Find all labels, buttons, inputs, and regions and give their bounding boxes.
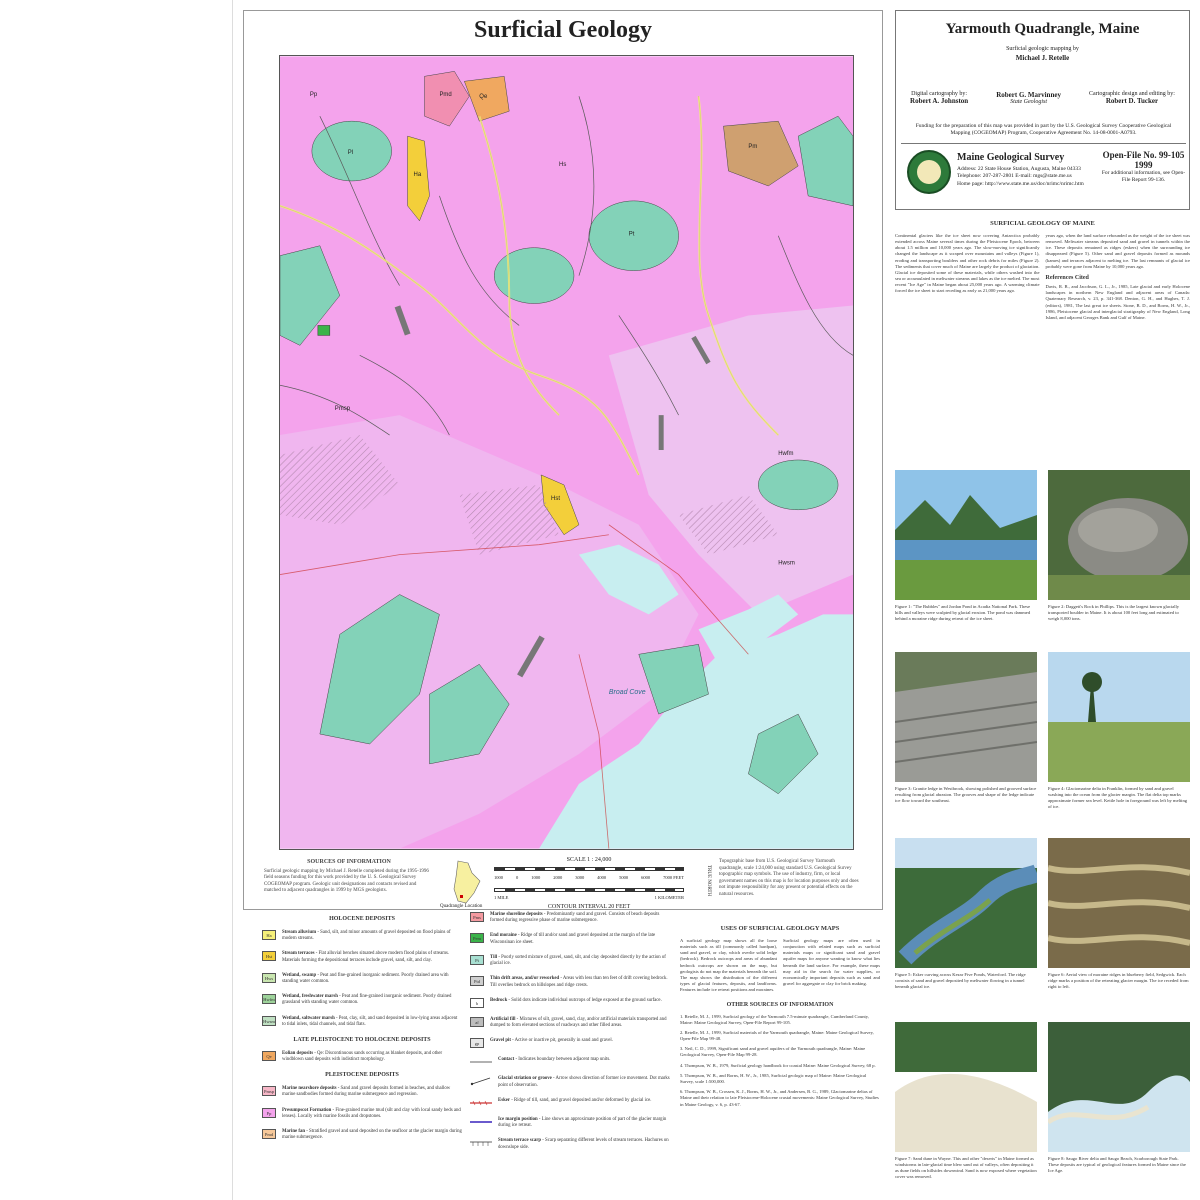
- legend-item: [470, 998, 670, 1008]
- quadrangle-location-label: Quadrangle Location: [440, 904, 483, 909]
- map-unit-label: Pmd: [439, 92, 452, 99]
- caption-figure-2: Figure 2: Daggett's Rock in Phillips. This is the largest known glacially transported boulder in Maine. It is about 100 feet long and estimated to weigh 8,000 tons.: [1048, 604, 1180, 621]
- legend-swatch: Pem: [470, 933, 484, 943]
- north-arrow: TRUE NORTH: [706, 865, 711, 897]
- photo-figure-6: [1048, 838, 1190, 968]
- till-patch: [494, 248, 574, 304]
- scale-title: SCALE 1 : 24,000: [566, 857, 612, 863]
- photo-figure-7: [895, 1022, 1037, 1152]
- survey-name: Maine Geological Survey: [957, 152, 1065, 163]
- legend-symbol-description: Glacial striation or groove - Arrow shows direction of former ice movement. Dot marks point of observation.: [498, 1076, 670, 1088]
- text-column-2: years ago, when the land surface rebounded as the weight of the ice sheet was removed. Meltwater streams deposited sand and gravel in tunnels within the ice. These deposits remained as ridges (eskers) when the surrounding ice disappeared (Figure 5). Other sand and gravel deposits formed as mounds (kames) and terraces adjacent to melting ice. The last remnants of glacial ice probably were gone from Maine by 10,000 years ago.: [1045, 232, 1190, 269]
- legend-description: Artificial fill - Mixtures of silt, gravel, sand, clay, and/or artificial materials transported and dumped to form elevated sections of roadways and other filled areas.: [490, 1016, 667, 1029]
- photo-figure-1: [895, 470, 1037, 600]
- legend-symbol-icon: [470, 1057, 492, 1067]
- uses-of-maps-section: [680, 925, 880, 1112]
- legend-column-1: [262, 912, 462, 1151]
- legend-description: End moraine - Ridge of till and/or sand and gravel deposited at the margin of the late Wisconsinan ice sheet.: [490, 933, 656, 945]
- other-source-item: 2. Retelle, M. J., 1999, Surficial materials of the Yarmouth quadrangle, Maine: Maine Geological Survey, Open-File Map 99-48.: [680, 1029, 874, 1042]
- map-unit-label: Hwsm: [778, 560, 795, 567]
- legend-swatch: Hst: [262, 951, 276, 961]
- legend-item: [262, 1129, 462, 1141]
- scale-bar: SCALE 1 : 24,000 1000 0 1000 2000 3000 4000 5000 6000 7000 FEET 1 MILE 1 KILOMETER: [494, 857, 684, 900]
- legend-swatch: Ptd: [470, 976, 484, 986]
- legend-swatch: Hwfm: [262, 994, 276, 1004]
- scale-bar-km: [494, 888, 684, 892]
- legend-symbol-icon: [470, 1117, 492, 1127]
- legend-item: [470, 976, 670, 988]
- legend-symbol-item: [470, 1098, 670, 1108]
- place-label: Broad Cove: [608, 689, 646, 697]
- legend-description: Marine fan - Stratified gravel and sand deposited on the seafloor at the glacier margin during marine submergence.: [282, 1129, 462, 1141]
- legend-swatch: b: [470, 998, 484, 1008]
- legend-item: [262, 1051, 462, 1063]
- other-source-item: 5. Thompson, W. B., and Borns, H. W., Jr., 1985, Surficial geologic map of Maine: Maine Geological Survey, scale 1:500,000.: [680, 1072, 867, 1085]
- map-panel: [243, 10, 883, 910]
- photo-figure-8: [1048, 1022, 1190, 1152]
- other-source-item: 4. Thompson, W. B., 1979, Surficial geology handbook for coastal Maine: Maine Geological Survey, 68 p.: [680, 1062, 876, 1068]
- uses-heading: USES OF SURFICIAL GEOLOGY MAPS: [720, 925, 840, 932]
- map-unit-label: Pp: [309, 92, 318, 99]
- legend-item: [470, 912, 670, 924]
- legend-late-pleistocene-heading: LATE PLEISTOCENE TO HOLOCENE DEPOSITS: [293, 1037, 431, 1044]
- references-heading: References Cited: [1045, 274, 1089, 281]
- sources-heading: SOURCES OF INFORMATION: [307, 859, 391, 865]
- legend-description: Presumpscot Formation - Fine-grained marine mud (silt and clay with local sandy beds and lenses). Locally with marine fossils and dropstones.: [282, 1107, 461, 1119]
- caption-figure-4: Figure 4: Glaciomarine delta in Franklin, formed by sand and gravel washing into the ocean from the glacier margin. The flat delta top marks approximate former sea level. Kettle hole in foreground was left by melting of ice.: [1048, 786, 1188, 809]
- till-patch: [758, 460, 838, 510]
- open-file-note: For additional information, see Open-File Report 99-136.: [1101, 170, 1186, 184]
- legend-symbol-description: Ice margin position - Line shows an approximate position of part of the glacier margin during ice retreat.: [498, 1116, 667, 1129]
- caption-figure-6: Figure 6: Aerial view of moraine ridges in blueberry field, Sedgwick. Each ridge marks a position of the retreating glacier margin. The ice receded from right to left.: [1048, 972, 1189, 989]
- geologic-map[interactable]: [279, 55, 854, 850]
- legend-item: [470, 955, 670, 967]
- surficial-geology-text: [895, 220, 1190, 470]
- legend-swatch: Pt: [470, 955, 484, 965]
- legend-description: Stream alluvium - Sand, silt, and minor amounts of gravel deposited on flood plains of modern streams.: [282, 929, 451, 942]
- survey-block: [901, 143, 1186, 203]
- sources-text: Surficial geologic mapping by Michael J. Retelle completed during the 1995-1996 field seasons funding for this work provided by the U. S. Geological Survey COGEOMAP program. Geologic unit designations and contacts revised and matched to adjacent quadrangles in 1999 by MGS geologists.: [264, 868, 429, 894]
- funding-note: Funding for the preparation of this map was provided in part by the U.S. Geological Survey Cooperative Geological Mapping (COGEOMAP) Program, Cooperative Agreement No. 14-08-0001-A0793.: [915, 123, 1172, 137]
- map-unit-label: Hwfm: [778, 450, 794, 457]
- legend-description: Wetland, saltwater marsh - Peat, clay, silt, and sand deposited in low-lying areas adjacent to tidal inlets, tidal channels, and tidal flats.: [282, 1015, 458, 1027]
- legend-swatch: Qe: [262, 1051, 276, 1061]
- open-file-number: Open-File No. 99-105: [1102, 150, 1185, 160]
- survey-contact: Address: 22 State House Station, Augusta, Maine 04333 Telephone: 207-287-2801 E-mail: mgs@state.me.us Home page: http://www.state.me.us/doc/nrimc/nrimc.htm: [957, 166, 1084, 187]
- legend-symbol-icon: [470, 1076, 492, 1086]
- credits-row: Digital cartography by: Robert A. Johnston Robert G. Marvinney State Geologist Cartographic design and editing by: Robert D. Tucker: [910, 91, 1175, 105]
- references-text: Davis, R. B., and Jacobson, G. L., Jr., 1985, Late glacial and early Holocene landscapes in northern New England and adjacent areas of Canada: Quaternary Research, v. 23, p. 341-368. Denton, G. H., and Hughes, T. J. (editors), 1981, The last great ice sheets. Stone, B. D., and Borns, H. W., Jr., 1986, Pleistocene glacial and interglacial stratigraphy of New England, Long Island, and adjacent Georges Bank and Gulf of Maine.: [1045, 283, 1190, 320]
- legend-swatch: Pmd: [262, 1129, 276, 1139]
- legend-symbol-item: [470, 1117, 670, 1129]
- quadrangle-location-map: [444, 859, 484, 907]
- legend-description: Gravel pit - Active or inactive pit, generally in sand and gravel.: [490, 1038, 613, 1044]
- legend-item: [262, 1086, 462, 1098]
- legend-description: Bedrock - Solid dots indicate individual outcrops of ledge exposed at the ground surface.: [490, 997, 662, 1003]
- map-unit-label: Pt: [628, 231, 635, 238]
- legend-item: [262, 1016, 462, 1028]
- photo-figure-3: [895, 652, 1037, 782]
- photo-figure-2: [1048, 470, 1190, 600]
- other-sources: [680, 1001, 880, 1107]
- legend-swatch: Pms: [470, 912, 484, 922]
- legend-item: [262, 973, 462, 985]
- map-unit-label: Pl: [347, 150, 354, 157]
- other-source-item: 6. Thompson, W. B., Crossen, K. J., Borns, H. W., Jr., and Andersen, B. G., 1989, Glaciomarine deltas of Maine and their relation to late Pleistocene-Holocene crustal movements: Maine Geological Survey, Studies in Maine Geology, v. 6, p. 43-67.: [680, 1089, 879, 1107]
- legend-symbol-description: Stream terrace scarp - Scarp separating different levels of stream terraces. Hachures on downslope side.: [498, 1138, 669, 1150]
- legend-description: Thin drift areas, and/or reworked - Areas with less than ten feet of drift covering bedrock. Till overlies bedrock on hillslopes and ridge crests.: [490, 976, 668, 988]
- sources-of-information: [264, 859, 434, 895]
- text-heading: SURFICIAL GEOLOGY OF MAINE: [990, 220, 1095, 227]
- map-unit-label: Pmsp: [334, 406, 351, 413]
- title-block: [895, 10, 1190, 210]
- scale-ticks: 1000 0 1000 2000 3000 4000 5000 6000 7000 FEET: [494, 875, 684, 880]
- caption-figure-1: Figure 1: "The Bubbles" and Jordan Pond in Acadia National Park. These hills and valleys were sculpted by glacial erosion. The pond was dammed behind a moraine ridge during retreat of the ice sheet.: [895, 604, 1031, 621]
- caption-figure-5: Figure 5: Esker curving across Kezar Five Ponds, Waterford. The ridge consists of sand and gravel deposited by meltwater flowing in a tunnel beneath glacial ice.: [895, 972, 1026, 989]
- legend-item: [470, 933, 670, 945]
- map-title: Surficial Geology: [474, 17, 652, 43]
- legend-symbol-item: [470, 1076, 670, 1088]
- legend-item: [262, 1108, 462, 1120]
- map-unit-label: Qe: [479, 94, 488, 101]
- other-source-item: 1. Retelle, M. J., 1999, Surficial geology of the Yarmouth 7.5-minute quadrangle, Cumberland County, Maine: Maine Geological Survey, Open-File Report 99-105.: [680, 1013, 869, 1025]
- map-unit-label: Hs: [559, 162, 567, 168]
- caption-figure-8: Figure 8: Saugo River delta and Saugo Beach, Scarborough State Park. These deposits are typical of geological features formed in Maine since the Ice Age.: [1048, 1156, 1186, 1173]
- uses-column-1: A surficial geology map shows all the loose materials such as till (commonly called hardpan), sand and gravel, or clay, which overlie solid ledge (bedrock). Bedrock outcrops and areas of abundant bedrock outcrops are shown on the map, but geologists do not map the materials beneath the soil. The map shows the distribution of the different types of glacial features, deposits, and landforms. Features include ice retreat positions and moraines.: [680, 937, 777, 993]
- legend-description: Till - Poorly sorted mixture of gravel, sand, silt, and clay deposited directly by the action of glacial ice.: [490, 954, 666, 967]
- designer-name: Robert D. Tucker: [1105, 97, 1159, 105]
- legend-symbol-item: [470, 1138, 670, 1150]
- cartographer-name: Robert A. Johnston: [910, 97, 969, 105]
- legend-pleistocene-heading: PLEISTOCENE DEPOSITS: [325, 1072, 399, 1079]
- caption-figure-7: Figure 7: Sand dune in Wayne. This and other "deserts" in Maine formed as windstorms in late-glacial time blew sand out of valleys, often depositing it as dune fields on hillsides downwind. Sand is now exposed where vegetation cover was removed.: [895, 1156, 1037, 1179]
- photo-figure-4: [1048, 652, 1190, 782]
- legend-item: [262, 951, 462, 963]
- legend-item: [262, 994, 462, 1006]
- legend-swatch: gp: [470, 1038, 484, 1048]
- legend-swatch: Pp: [262, 1108, 276, 1118]
- legend-swatch: Hws: [262, 973, 276, 983]
- maine-seal-icon: [907, 150, 951, 194]
- other-source-item: 3. Neil, C. D., 1999, Significant sand and gravel aquifers of the Yarmouth quadrangle, Maine: Maine Geological Survey, Open-File Map 99-28.: [680, 1046, 866, 1058]
- legend-column-2: [470, 912, 670, 1160]
- legend-swatch: Pmsp: [262, 1086, 276, 1096]
- geologic-map-svg: [280, 56, 853, 849]
- unit-end-moraine: [318, 325, 330, 335]
- caption-figure-3: Figure 3: Granite ledge in Westbrook, showing polished and grooved surface resulting from glacial abrasion. The grooves and shape of the ledge indicate ice flow toward the southeast.: [895, 786, 1037, 803]
- legend-description: Wetland, swamp - Peat and fine-grained inorganic sediment. Poorly drained area with standing water common.: [282, 972, 449, 984]
- legend-holocene-heading: HOLOCENE DEPOSITS: [329, 916, 395, 922]
- legend-swatch: af: [470, 1017, 484, 1027]
- map-unit-label: Hst: [551, 495, 561, 502]
- home-page-link[interactable]: Home page: http://www.state.me.us/doc/nrimc/nrimc.htm: [957, 180, 1084, 187]
- open-file-info: [1101, 150, 1186, 184]
- legend-symbol-icon: [470, 1138, 492, 1148]
- legend-description: Stream terraces - Flat alluvial benches situated above modern flood plains of streams. Materials forming the depositional terraces include gravel, sand, silt, and clay.: [282, 951, 450, 963]
- photo-figure-5: [895, 838, 1037, 968]
- legend-symbol-item: [470, 1057, 670, 1067]
- open-file-year: 1999: [1134, 160, 1153, 170]
- legend-description: Marine nearshore deposits - Sand and gravel deposits formed in beaches, and shallow marine sandbodies formed during marine submergence and regression.: [282, 1086, 451, 1098]
- text-column-1: Continental glaciers like the ice sheet now covering Antarctica probably extended across Maine several times during the Pleistocene Epoch, between about 1.5 million and 10,000 years ago. The slow-moving ice significantly changed the landscape as it scraped over mountains and valleys (Figure 1), eroding and transporting boulders and other rock debris for miles (Figure 2). The sediments that cover much of Maine are largely the product of glaciation. Glacial ice deposited some of these materials, while others washed into the sea or accumulated in meltwater streams and lakes as the ice melted. The most recent "Ice Age" in Maine began about 25,000 years ago. A warming climate forced the ice sheet to start receding as early as 21,000 years ago.: [895, 232, 1040, 294]
- other-sources-heading: OTHER SOURCES OF INFORMATION: [726, 1002, 834, 1009]
- scale-bar-miles: [494, 867, 684, 871]
- state-geologist-name: Robert G. Marvinney: [996, 91, 1061, 99]
- legend-description: Marine shoreline deposits - Predominantly sand and gravel. Consists of beach deposits formed during regressive phase of marine submergence.: [490, 912, 660, 924]
- mapping-credit-label: Surficial geologic mapping by: [1006, 46, 1079, 52]
- map-unit-label: Pm: [748, 144, 758, 151]
- contour-interval: CONTOUR INTERVAL 20 FEET: [547, 904, 631, 910]
- author-name: Michael J. Retelle: [1015, 53, 1070, 62]
- legend-swatch: Hwsm: [262, 1016, 276, 1026]
- legend-item: [470, 1038, 670, 1048]
- legend-symbol-description: Contact - Indicates boundary between adjacent map units.: [498, 1057, 611, 1063]
- map-unit-label: Ha: [413, 171, 422, 178]
- topographic-base-note: Topographic base from U.S. Geological Survey Yarmouth quadrangle, scale 1:24,000 using standard U.S. Geological Survey topographic map symbols. The use of industry, firm, or local government names on this map is for location purposes only and does not impute responsibility for any present or potential effects on the natural resources.: [719, 859, 859, 897]
- legend-item: [470, 1017, 670, 1029]
- quadrangle-title: Yarmouth Quadrangle, Maine: [945, 21, 1140, 37]
- legend-symbol-icon: [470, 1098, 492, 1108]
- legend-description: Wetland, freshwater marsh - Peat and fine-grained inorganic sediment. Poorly drained grassland with standing water common.: [282, 994, 452, 1006]
- legend-symbol-description: Esker - Ridge of till, sand, and gravel deposited and/or deformed by glacial ice.: [498, 1097, 652, 1103]
- legend-description: Eolian deposits - Qe: Discontinuous sands occurring as blanket deposits, and other windblown sand deposits with indistinct morphology.: [282, 1050, 443, 1063]
- legend-swatch: Ha: [262, 930, 276, 940]
- legend-item: [262, 930, 462, 942]
- uses-column-2: Surficial geology maps are often used in conjunction with related maps such as surficial materials maps or significant sand and gravel aquifer maps for anyone wanting to know what lies beneath the land surface. For example, these maps may aid in the search for water supplies, or economically important deposits such as sand and gravel for aggregate or clay for brick making.: [783, 937, 880, 987]
